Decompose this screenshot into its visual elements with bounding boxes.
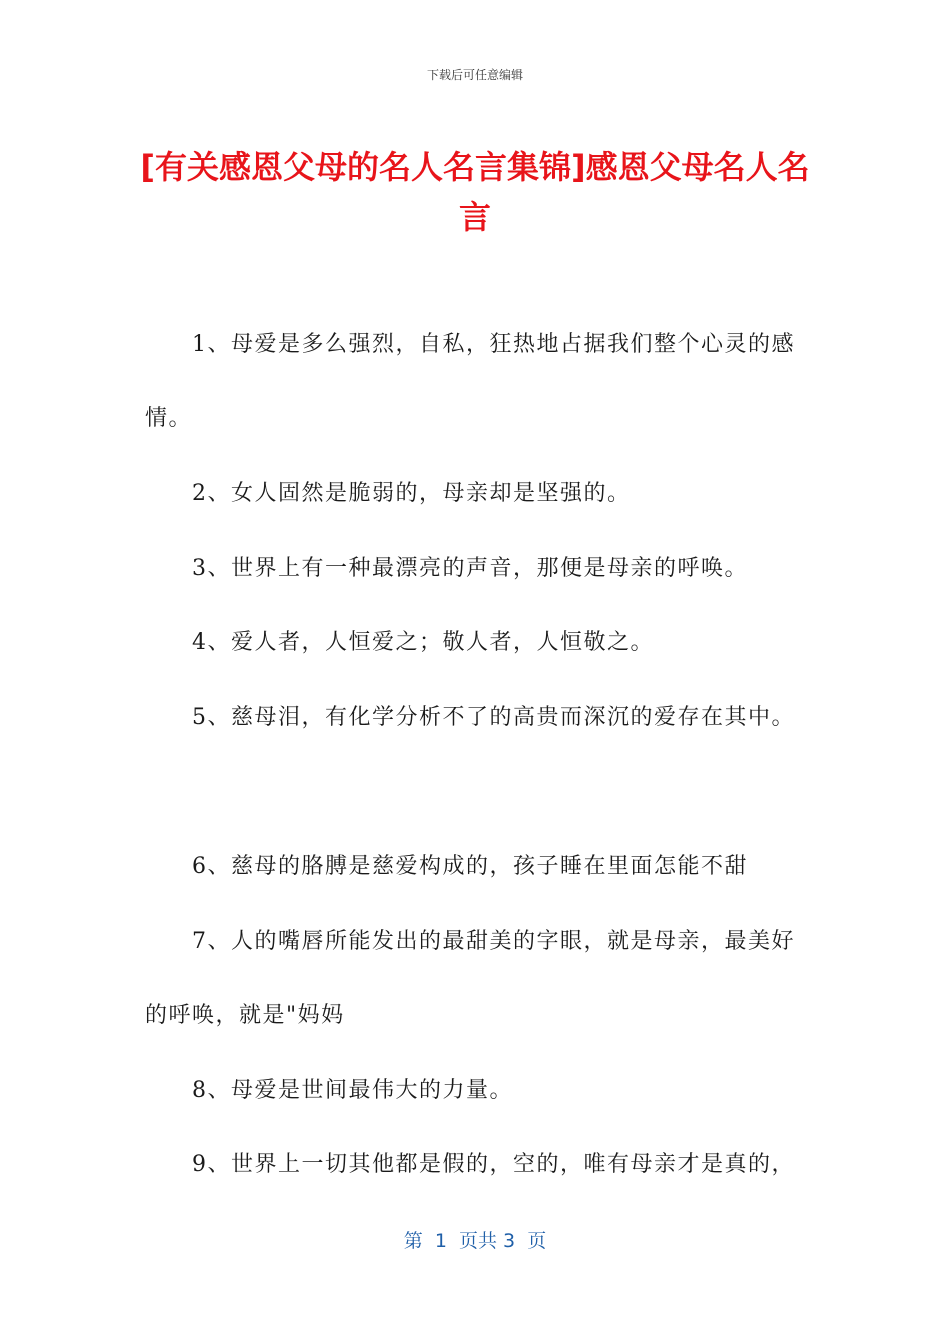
- quote-line-8: 8、母爱是世间最伟大的力量。: [192, 1078, 513, 1103]
- quote-line-7-continued: 的呼唤，就是"妈妈: [145, 1003, 345, 1028]
- quote-line-1-continued: 情。: [145, 406, 193, 431]
- document-title: [有关感恩父母的名人名言集锦]感恩父母名人名言: [140, 148, 810, 236]
- quote-line-9: 9、世界上一切其他都是假的，空的，唯有母亲才是真的，: [192, 1152, 795, 1177]
- quote-line-5: 5、慈母泪，有化学分析不了的高贵而深沉的爱存在其中。: [192, 705, 795, 730]
- quote-line-3: 3、世界上有一种最漂亮的声音，那便是母亲的呼唤。: [192, 556, 748, 581]
- quote-line-7: 7、人的嘴唇所能发出的最甜美的字眼，就是母亲，最美好: [192, 929, 795, 954]
- quote-line-1: 1、母爱是多么强烈，自私，狂热地占据我们整个心灵的感: [192, 332, 795, 357]
- header-note: 下载后可任意编辑: [426, 68, 523, 82]
- quote-line-2: 2、女人固然是脆弱的，母亲却是坚强的。: [192, 481, 631, 506]
- quote-line-4: 4、爱人者，人恒爱之；敬人者，人恒敬之。: [192, 630, 654, 655]
- page-indicator: 第 1 页共 3 页: [403, 1230, 547, 1252]
- quote-line-6: 6、慈母的胳膊是慈爱构成的，孩子睡在里面怎能不甜: [192, 854, 748, 879]
